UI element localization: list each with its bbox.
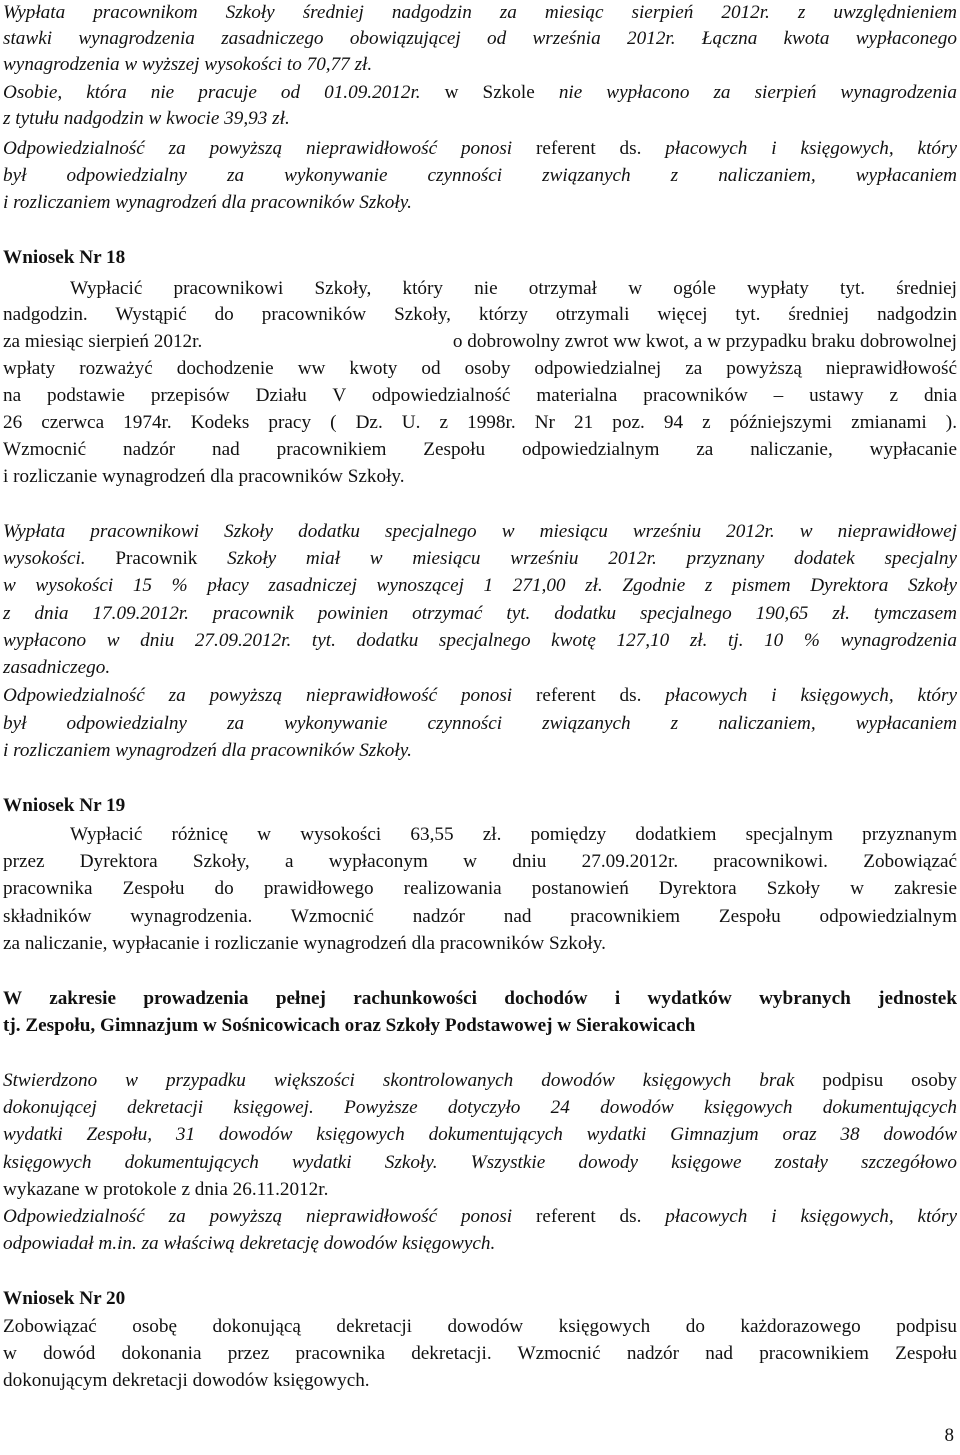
text-line: i rozliczanie wynagrodzeń dla pracowników Szkoły. (3, 466, 405, 487)
recommendation-heading: Wniosek Nr 19 (3, 795, 126, 816)
recommendation-heading: Wniosek Nr 20 (3, 1288, 126, 1309)
text-segment: Wypłata pracownikowi Szkoły dodatku specjalnego w miesiącu wrześniu 2012r. w nieprawidłowej (3, 521, 957, 542)
text-line (3, 1122, 957, 1148)
text-fragment: o dobrowolny zwrot ww kwot, a w przypadku braku dobrowolnej (452, 331, 957, 352)
text-line (3, 1177, 957, 1203)
text-line (3, 1095, 957, 1121)
text-segment: był odpowiedzialny za wykonywanie czynności związanych z naliczaniem, wypłacaniem (3, 165, 957, 186)
text-line: nadgodzin. Wystąpić do pracowników Szkoły, którzy otrzymali więcej tyt. średniej nadgodzin (3, 304, 957, 325)
text-segment: i rozliczaniem wynagrodzeń dla pracowników Szkoły. (3, 740, 412, 761)
text-line: 26 czerwca 1974r. Kodeks pracy ( Dz. U. z 1998r. Nr 21 poz. 94 z późniejszymi zmianami ). (3, 412, 957, 433)
text-line (3, 52, 957, 78)
text-segment: odpowiadał m.in. za właściwą dekretację dowodów księgowych. (3, 1233, 496, 1254)
text-line: dokonującym dekretacji dowodów księgowych. (3, 1370, 370, 1391)
text-line (3, 163, 957, 189)
text-fragment: za miesiąc sierpień 2012r. (3, 331, 203, 352)
text-line: Zobowiązać osobę dokonującą dekretacji dowodów księgowych do każdorazowego podpisu (3, 1316, 957, 1337)
text-segment: Szkoły miał w miesiącu wrześniu 2012r. przyznany dodatek specjalny (227, 548, 957, 569)
text-line (3, 26, 957, 52)
text-line (3, 1231, 957, 1257)
text-segment: wynagrodzenia w wyższej wysokości to 70,77 zł. (3, 54, 373, 75)
text-line: wpłaty rozważyć dochodzenie ww kwoty od osoby odpowiedzialnej za powyższą nieprawidłowość (3, 358, 957, 379)
text-line (3, 1150, 957, 1176)
text-segment: w Szkole (444, 82, 559, 103)
text-segment: wykazane w protokole z dnia 26.11.2012r. (3, 1179, 329, 1200)
text-line (3, 519, 957, 545)
text-segment: wydatki Zespołu, 31 dowodów księgowych dokumentujących wydatki Gimnazjum oraz 38 dowodów (3, 1124, 957, 1145)
text-segment: referent ds. (536, 1206, 666, 1227)
text-line (3, 601, 957, 627)
text-segment: wypłacono w dniu 27.09.2012r. tyt. dodatku specjalnego kwotę 127,10 zł. tj. 10 % wynagrodzenia (3, 630, 957, 651)
text-segment: z dnia 17.09.2012r. pracownik powinien otrzymać tyt. dodatku specjalnego 190,65 zł. tymczasem (3, 603, 957, 624)
text-line (3, 106, 957, 132)
text-line: w dowód dokonania przez pracownika dekretacji. Wzmocnić nadzór nad pracownikiem Zespołu (3, 1343, 957, 1364)
text-segment: płacowych i księgowych, który (665, 685, 957, 706)
text-segment: Pracownik (115, 548, 228, 569)
text-line (3, 738, 957, 764)
text-segment: płacowych i księgowych, który (665, 1206, 957, 1227)
text-line (3, 628, 957, 654)
text-line (3, 1204, 957, 1230)
text-segment: płacowych i księgowych, który (665, 138, 957, 159)
text-segment: podpisu osoby (822, 1070, 958, 1091)
text-line: Wypłacić różnicę w wysokości 63,55 zł. pomiędzy dodatkiem specjalnym przyznanym (70, 824, 957, 845)
text-line (3, 655, 957, 681)
text-segment: Wypłata pracownikom Szkoły średniej nadgodzin za miesiąc sierpień 2012r. z uwzględnieniem (3, 2, 957, 23)
text-segment: i rozliczaniem wynagrodzeń dla pracowników Szkoły. (3, 192, 412, 213)
text-segment: wysokości. (3, 548, 116, 569)
text-segment: referent ds. (536, 685, 666, 706)
page-number: 8 (944, 1425, 954, 1446)
section-heading-line: tj. Zespołu, Gimnazjum w Sośnicowicach oraz Szkoły Podstawowej w Sierakowicach (3, 1015, 696, 1036)
text-line (3, 190, 957, 216)
text-line (3, 546, 957, 572)
text-segment: stawki wynagrodzenia zasadniczego obowiązującej od września 2012r. Łączna kwota wypłaconego (3, 28, 957, 49)
text-line: na podstawie przepisów Działu V odpowiedzialność materialna pracowników – ustawy z dnia (3, 385, 957, 406)
text-line (3, 711, 957, 737)
text-line (3, 80, 957, 106)
section-heading-line: W zakresie prowadzenia pełnej rachunkowości dochodów i wydatków wybranych jednostek (3, 988, 957, 1009)
text-line: przez Dyrektora Szkoły, a wypłaconym w dniu 27.09.2012r. pracownikowi. Zobowiązać (3, 851, 957, 872)
text-line: pracownika Zespołu do prawidłowego realizowania postanowień Dyrektora Szkoły w zakresie (3, 878, 957, 899)
text-segment: zasadniczego. (3, 657, 111, 678)
text-segment: dokonującej dekretacji księgowej. Powyższe dotyczyło 24 dowodów księgowych dokumentujących (3, 1097, 957, 1118)
text-segment: z tytułu nadgodzin w kwocie 39,93 zł. (3, 108, 290, 129)
text-line: za naliczanie, wypłacanie i rozliczanie wynagrodzeń dla pracowników Szkoły. (3, 933, 606, 954)
text-line: składników wynagrodzenia. Wzmocnić nadzór nad pracownikiem Zespołu odpowiedzialnym (3, 906, 957, 927)
text-segment: księgowych dokumentujących wydatki Szkoły. Wszystkie dowody księgowe zostały szczegółowo (3, 1152, 957, 1173)
text-segment: nie wypłacono za sierpień wynagrodzenia (558, 82, 957, 103)
text-line (3, 1068, 957, 1094)
recommendation-heading: Wniosek Nr 18 (3, 247, 126, 268)
text-line: Wypłacić pracownikowi Szkoły, który nie otrzymał w ogóle wypłaty tyt. średniej (70, 278, 957, 299)
text-line (3, 573, 957, 599)
text-segment: Odpowiedzialność za powyższą nieprawidłowość ponosi (3, 685, 537, 706)
text-segment: referent ds. (536, 138, 666, 159)
text-segment: Osobie, która nie pracuje od 01.09.2012r. (3, 82, 445, 103)
text-segment: Odpowiedzialność za powyższą nieprawidłowość ponosi (3, 138, 537, 159)
text-segment: Stwierdzono w przypadku większości skontrolowanych dowodów księgowych brak (3, 1070, 823, 1091)
text-line: Wzmocnić nadzór nad pracownikiem Zespołu odpowiedzialnym za naliczanie, wypłacanie (3, 439, 957, 460)
text-line (3, 329, 957, 355)
text-line (3, 136, 957, 162)
text-line (3, 0, 957, 26)
text-segment: był odpowiedzialny za wykonywanie czynności związanych z naliczaniem, wypłacaniem (3, 713, 957, 734)
text-segment: w wysokości 15 % płacy zasadniczej wynoszącej 1 271,00 zł. Zgodnie z pismem Dyrektora Szkoły (3, 575, 957, 596)
text-segment: Odpowiedzialność za powyższą nieprawidłowość ponosi (3, 1206, 537, 1227)
text-line (3, 683, 957, 709)
